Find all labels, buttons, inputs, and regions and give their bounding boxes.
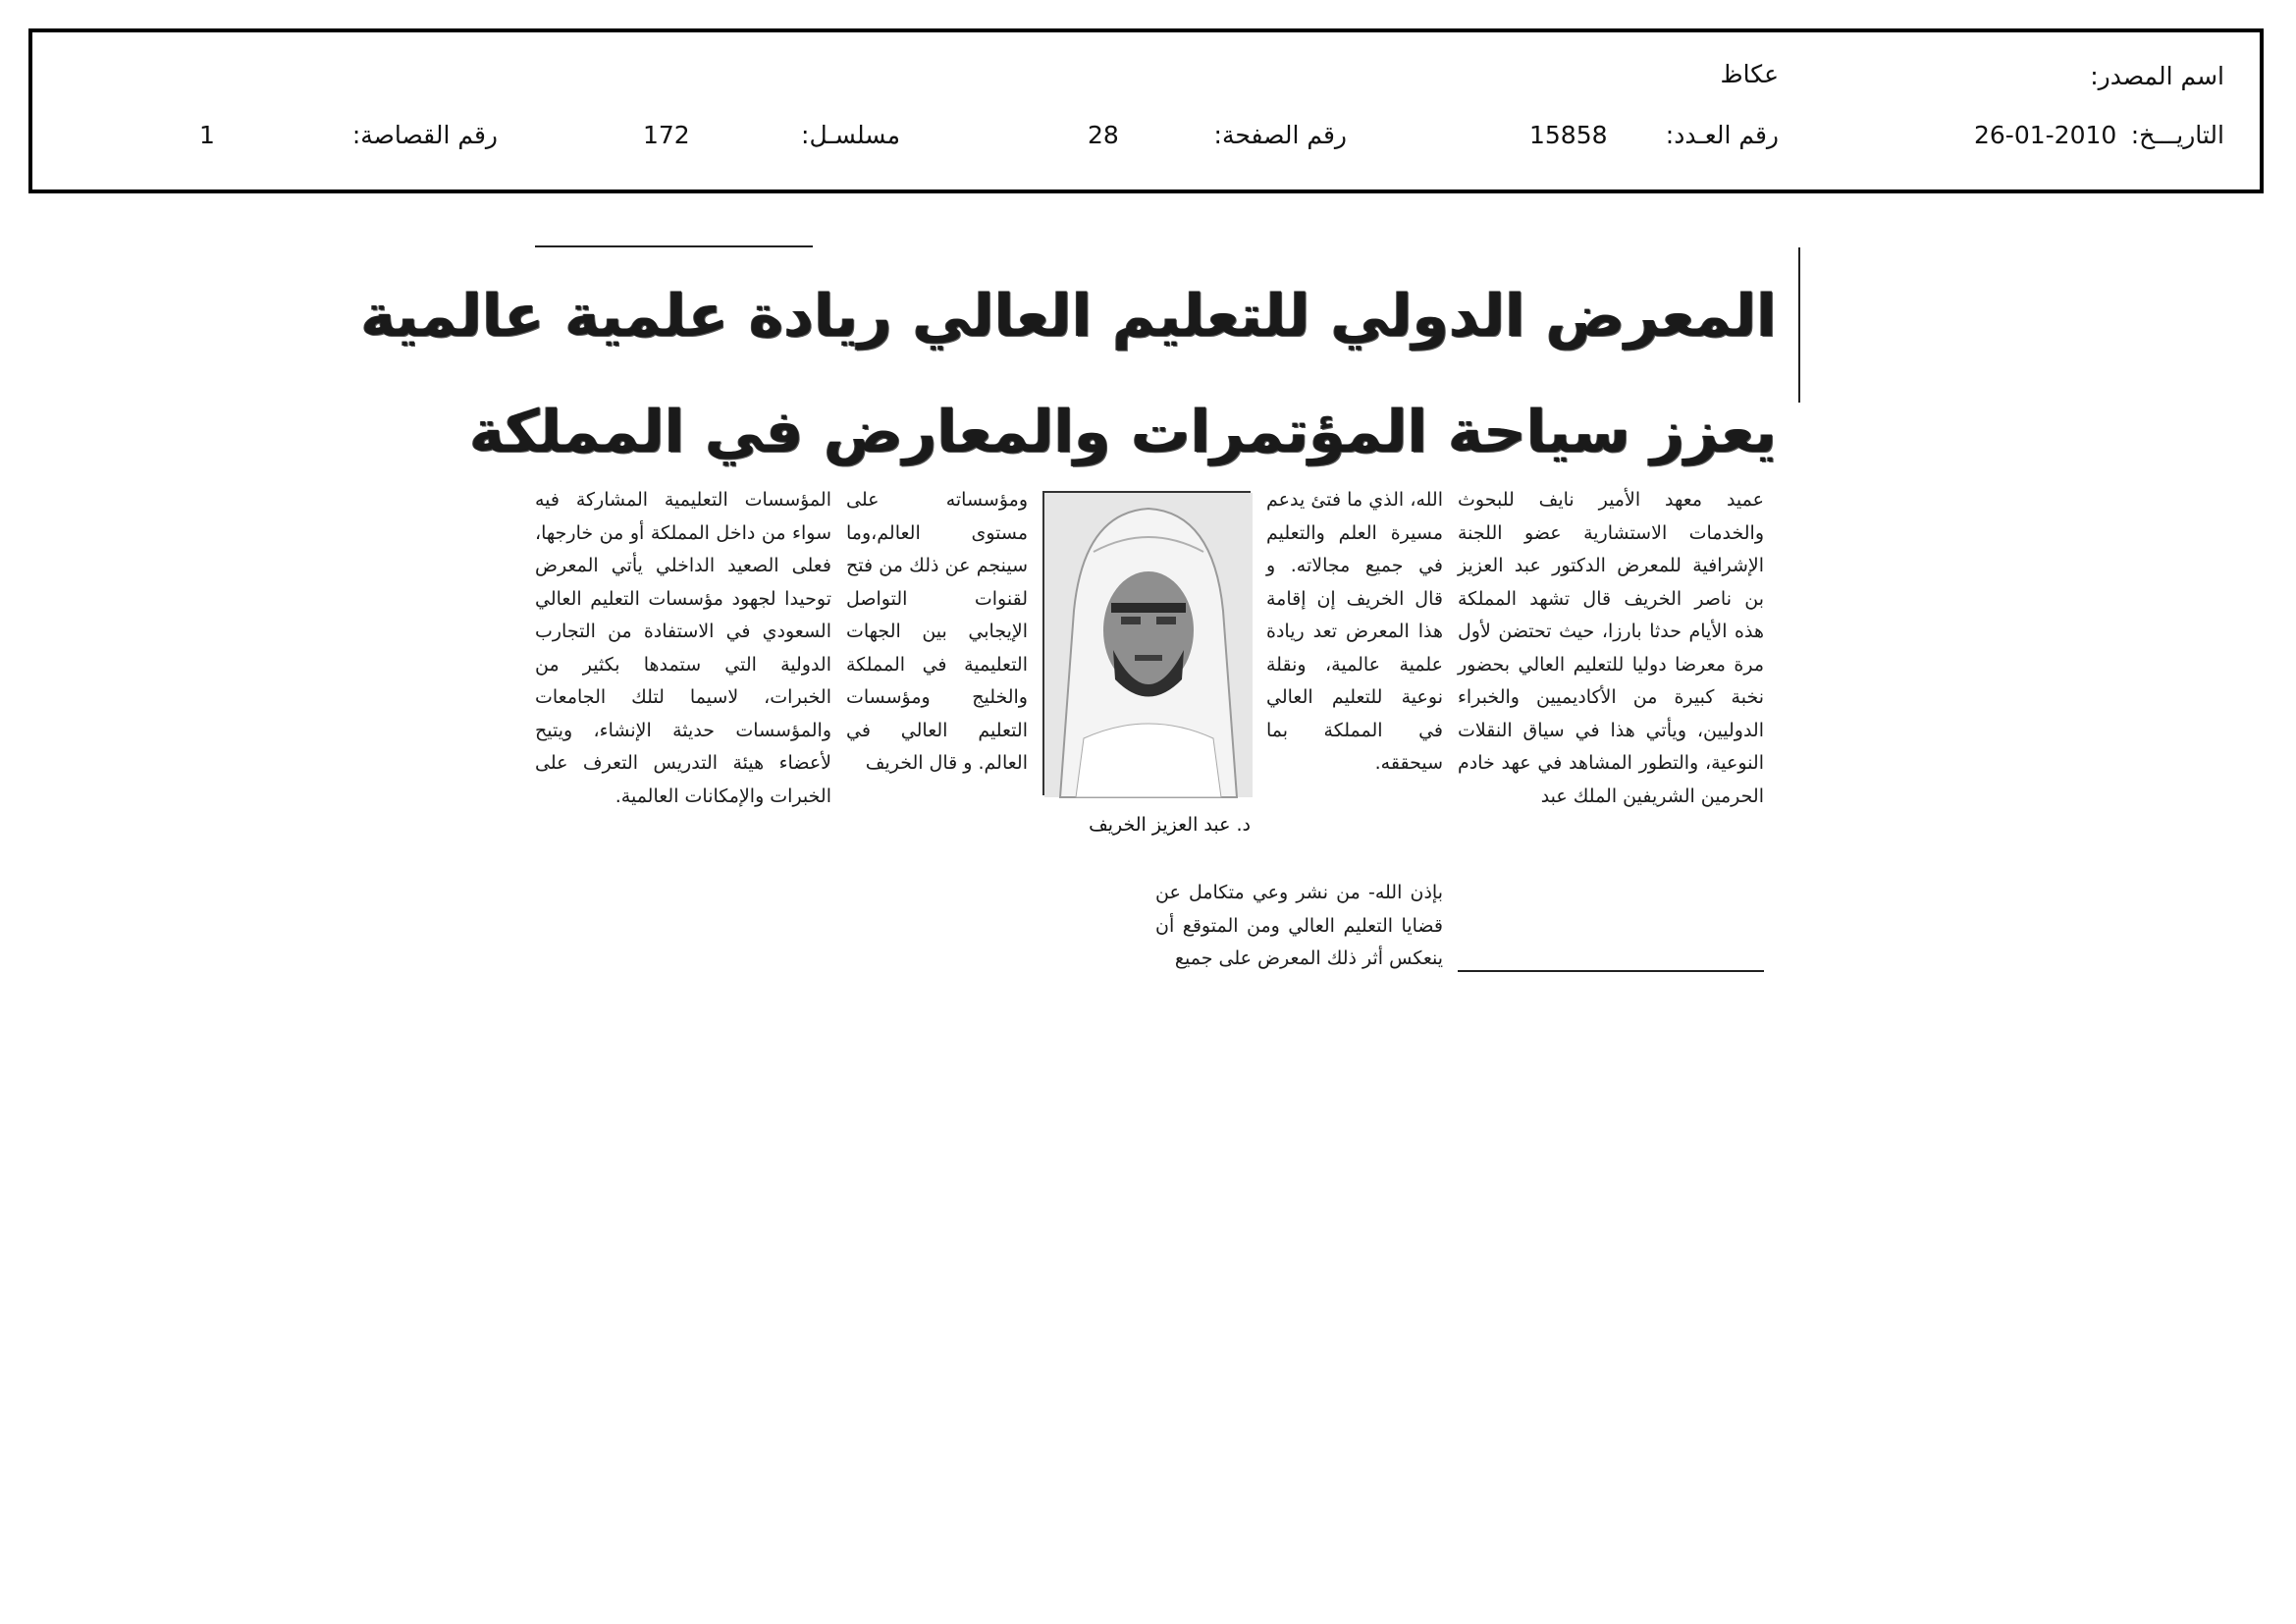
clip-label: رقم القصاصة: xyxy=(351,121,498,149)
date-label: التاريـــخ: xyxy=(2130,121,2224,149)
date-value: 26-01-2010 xyxy=(1974,121,2117,149)
article-column-3 xyxy=(846,484,1028,961)
top-rule xyxy=(535,245,813,247)
bottom-span-text: بإذن الله- من نشر وعي متكامل عن قضايا التعليم العالي ومن المتوقع أن ينعكس أثر ذلك المعرض على جميع xyxy=(1155,882,1443,969)
issue-label: رقم العـدد: xyxy=(1665,121,1779,149)
article-column-1 xyxy=(1458,484,1764,961)
photo-caption: د. عبد العزيز الخريف xyxy=(1089,814,1251,836)
source-value: عكاظ xyxy=(1720,60,1779,88)
clip-value: 1 xyxy=(199,121,215,149)
headline-line1: المعرض الدولي للتعليم العالي ريادة علمية عالمية xyxy=(360,282,1777,351)
article-column-4 xyxy=(535,484,831,961)
column-4-text: المؤسسات التعليمية المشاركة فيه سواء من داخل المملكة أو من خارجها، فعلى الصعيد الداخلي يأتي المعرض توحيدا لجهود مؤسسات التعليم العالي السعودي في الاستفادة من التجارب الدولية التي ستمدها بكثير من الخبرات، لاسيما لتلك الجامعات والمؤسسات حديثة الإنشاء، ويتيح لأعضاء هيئة التدريس التعرف على الخبرات والإمكانات العالمية. xyxy=(535,489,831,807)
page-value: 28 xyxy=(1088,121,1119,149)
article-column-2 xyxy=(1266,484,1443,872)
bottom-rule xyxy=(1458,970,1764,972)
author-photo xyxy=(1042,491,1251,795)
column-1-text: عميد معهد الأمير نايف للبحوث والخدمات الاستشارية عضو اللجنة الإشرافية للمعرض الدكتور عبد العزيز بن ناصر الخريف قال تشهد المملكة هذه الأيام حدثا بارزا، حيث تحتضن لأول مرة معرضا دوليا للتعليم العالي بحضور نخبة كبيرة من الأكاديميين والخبراء الدوليين، ويأتي هذا في سياق النقلات النوعية، والتطور المشاهد في عهد خادم الحرمين الشريفين الملك عبد xyxy=(1458,489,1764,807)
serial-label: مسلسـل: xyxy=(801,121,900,149)
serial-value: 172 xyxy=(643,121,690,149)
right-rule xyxy=(1798,247,1800,403)
bottom-span-text-block xyxy=(1155,877,1443,969)
metadata-box xyxy=(28,28,2264,193)
column-2-text: الله، الذي ما فتئ يدعم مسيرة العلم والتعليم في جميع مجالاته. و قال الخريف إن إقامة هذا المعرض تعد ريادة علمية عالمية، ونقلة نوعية للتعليم العالي في المملكة بما سيحققه. xyxy=(1266,489,1443,774)
column-3-text: ومؤسساته على مستوى العالم،وما سينجم عن ذلك من فتح لقنوات التواصل الإيجابي بين الجهات التعليمية في المملكة والخليج ومؤسسات التعليم العالي في العالم. و قال الخريف xyxy=(846,489,1028,774)
issue-value: 15858 xyxy=(1529,121,1608,149)
page-label: رقم الصفحة: xyxy=(1213,121,1347,149)
headline-line2: يعزز سياحة المؤتمرات والمعارض في المملكة xyxy=(469,398,1777,466)
portrait-image xyxy=(1044,493,1253,797)
source-label: اسم المصدر: xyxy=(2090,62,2224,90)
